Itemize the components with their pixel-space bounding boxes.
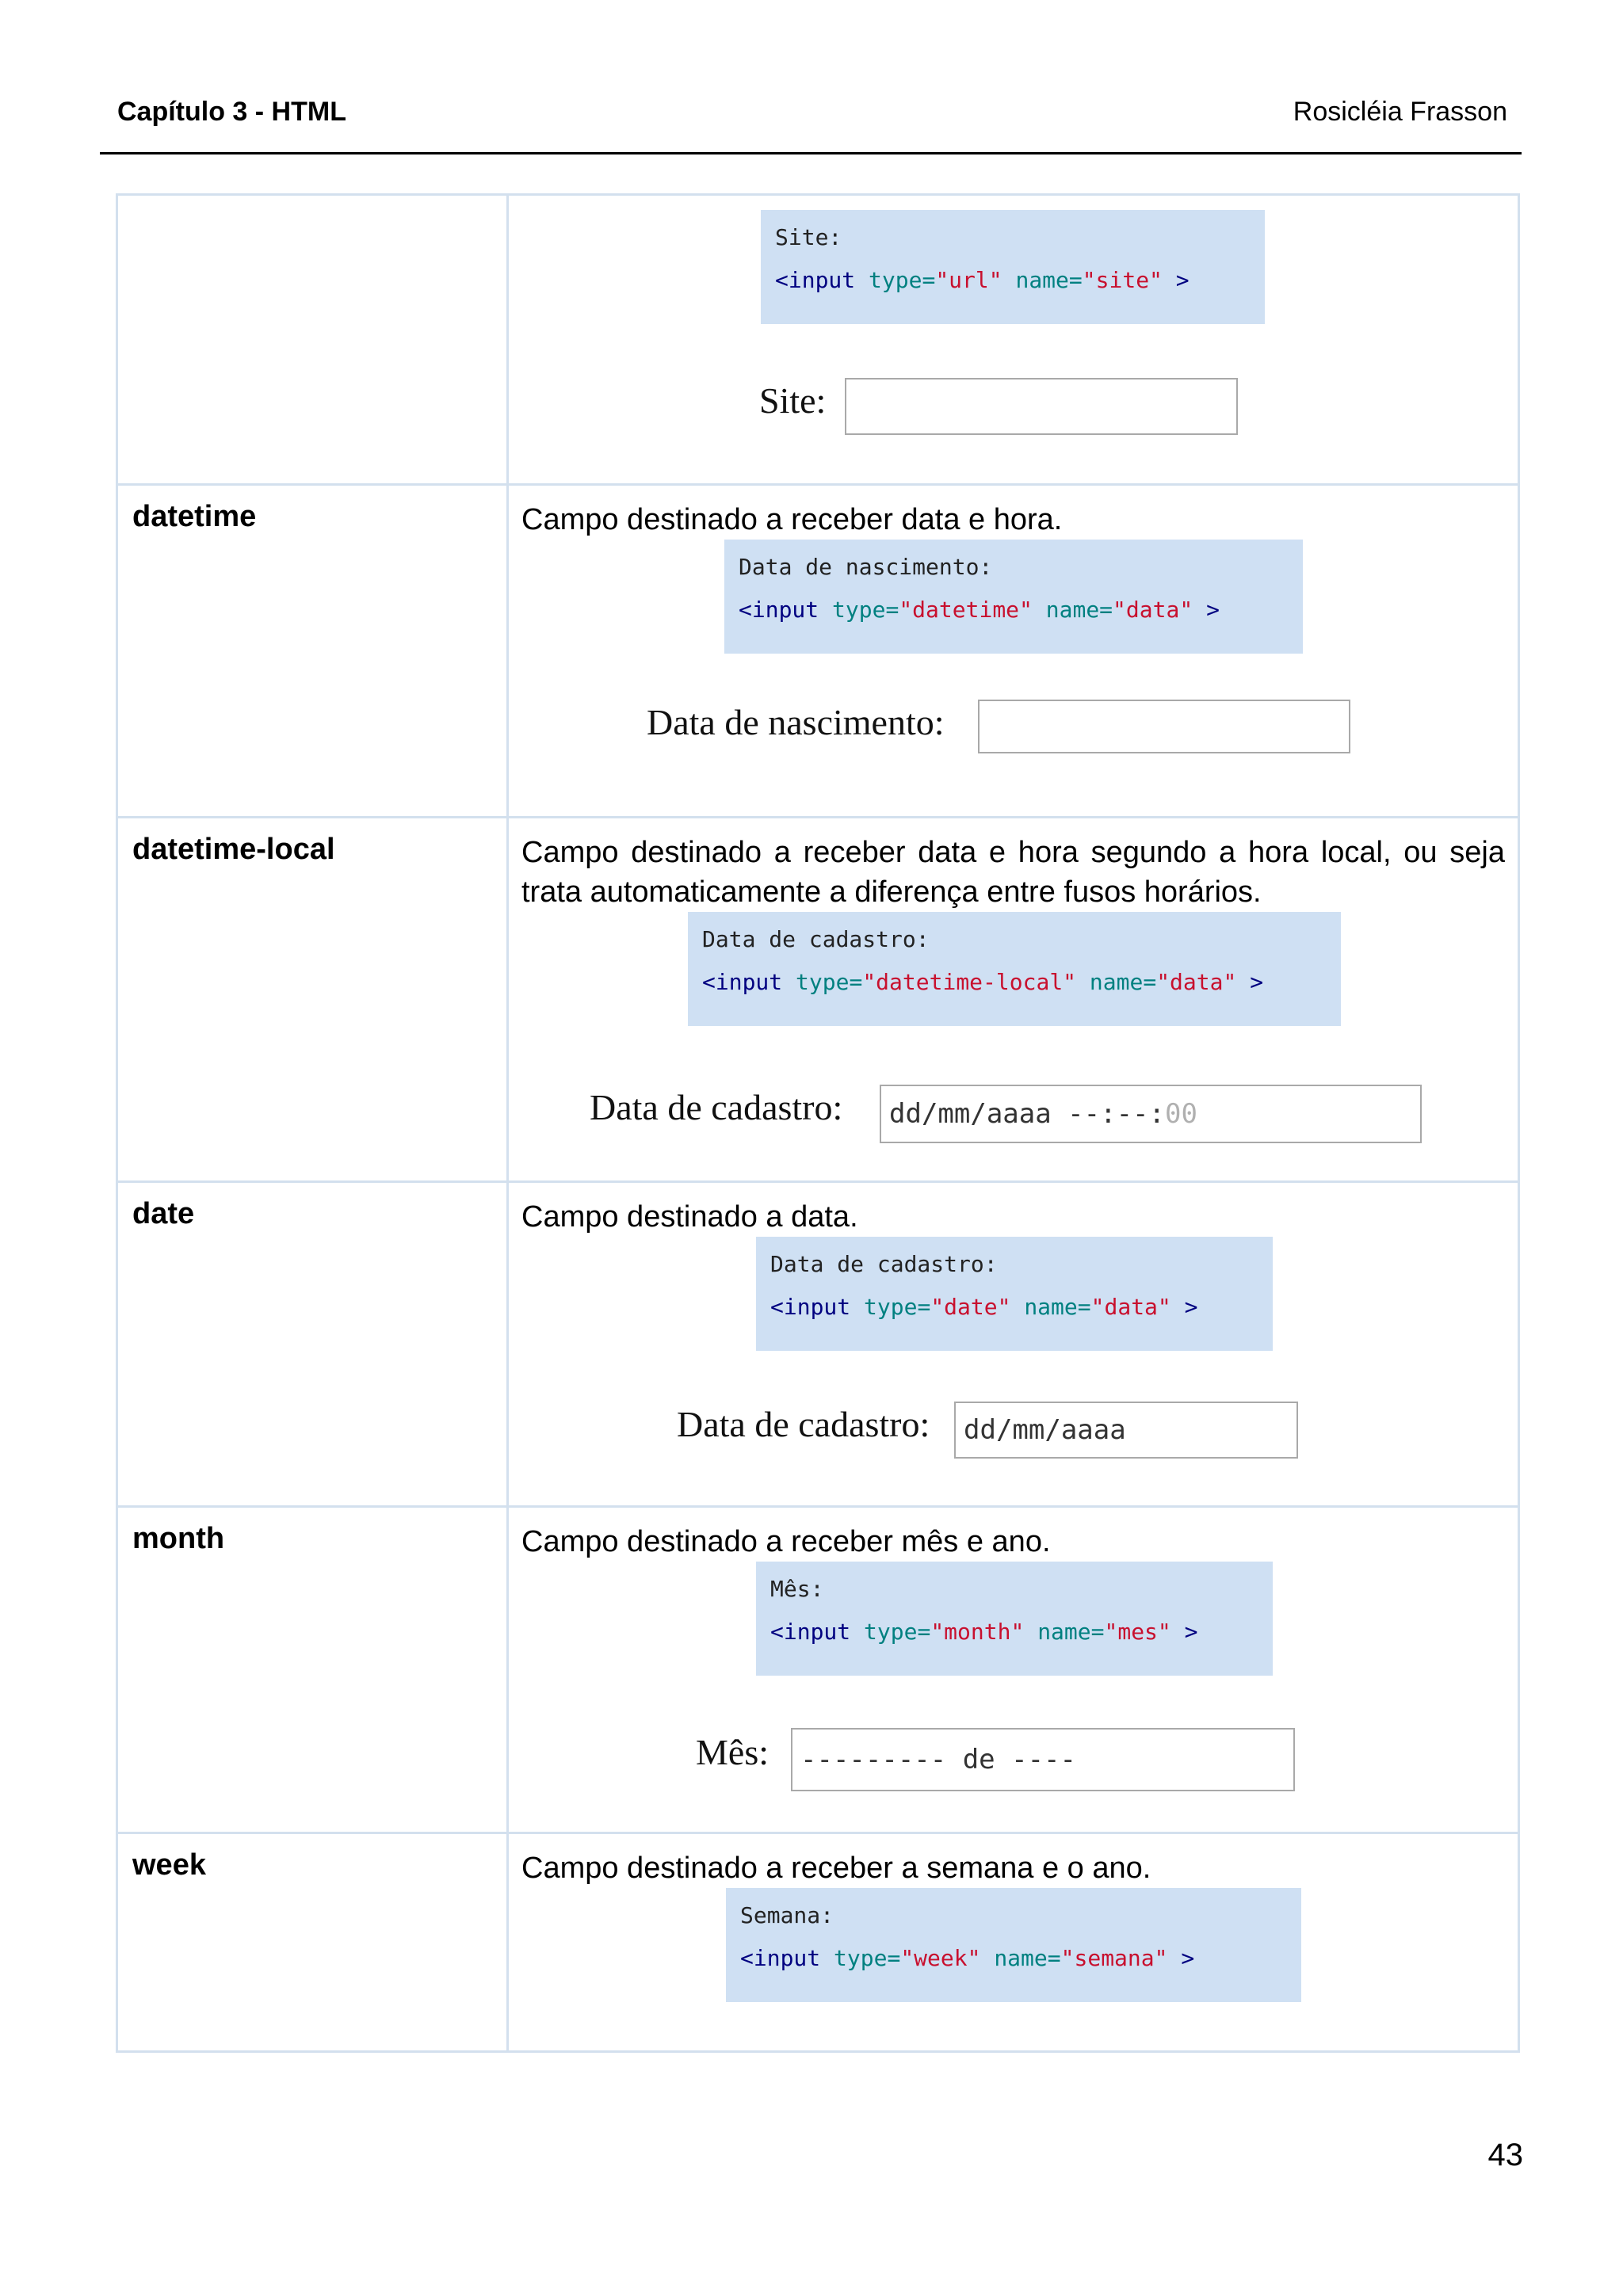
demo-label: Site: <box>759 380 827 421</box>
code-snippet: Mês: <input type="month" name="mes" > <box>756 1562 1273 1676</box>
description-cell <box>508 818 1519 1182</box>
code-snippet: Site: <input type="url" name="site" > <box>761 210 1265 324</box>
description-cell <box>508 1182 1519 1507</box>
type-description: Campo destinado a receber mês e ano. <box>521 1525 1051 1558</box>
type-description: Campo destinado a receber data e hora. <box>521 503 1063 536</box>
description-cell <box>508 195 1519 485</box>
type-name: month <box>132 1522 225 1555</box>
site-input[interactable] <box>845 378 1238 435</box>
description-cell <box>508 1507 1519 1833</box>
code-snippet: Data de nascimento: <input type="datetime" name="data" > <box>724 540 1303 654</box>
code-snippet: Semana: <input type="week" name="semana" > <box>726 1888 1301 2002</box>
demo-label: Data de cadastro: <box>677 1404 930 1444</box>
type-name: datetime <box>132 500 257 533</box>
demo-label: Mês: <box>696 1732 769 1772</box>
type-cell <box>117 1507 508 1833</box>
type-description: Campo destinado a data. <box>521 1200 858 1234</box>
type-cell <box>117 1182 508 1507</box>
page-header <box>100 95 1522 154</box>
code-snippet: Data de cadastro: <input type="date" name="data" > <box>756 1237 1273 1351</box>
table-row <box>117 195 1519 485</box>
type-name: week <box>132 1848 206 1882</box>
datetime-input[interactable] <box>978 700 1350 753</box>
description-cell <box>508 485 1519 818</box>
type-cell <box>117 195 508 485</box>
type-cell <box>117 1833 508 2052</box>
datetime-local-input[interactable]: dd/mm/aaaa --:--:00 <box>880 1085 1422 1143</box>
table-row <box>117 1182 1519 1507</box>
table-row <box>117 1507 1519 1833</box>
type-cell <box>117 818 508 1182</box>
date-input[interactable]: dd/mm/aaaa <box>954 1402 1298 1459</box>
type-name: datetime-local <box>132 833 335 866</box>
demo-label: Data de nascimento: <box>647 702 945 742</box>
type-description: Campo destinado a receber data e hora segundo a hora local, ou seja trata automaticamente a diferença entre fusos horários. <box>521 836 1505 909</box>
demo-label: Data de cadastro: <box>590 1087 843 1127</box>
author-name: Rosicléia Frasson <box>1293 97 1507 127</box>
table-row <box>117 485 1519 818</box>
input-types-table <box>116 193 1520 2053</box>
description-cell <box>508 1833 1519 2052</box>
table-row <box>117 818 1519 1182</box>
type-name: date <box>132 1197 195 1230</box>
month-input[interactable]: --------- de ---- <box>791 1728 1295 1791</box>
page-number: 43 <box>1487 2138 1523 2172</box>
table-row <box>117 1833 1519 2052</box>
chapter-title: Capítulo 3 - HTML <box>117 97 346 127</box>
type-cell <box>117 485 508 818</box>
type-description: Campo destinado a receber a semana e o ano. <box>521 1852 1151 1885</box>
code-snippet: Data de cadastro: <input type="datetime-local" name="data" > <box>688 912 1341 1026</box>
